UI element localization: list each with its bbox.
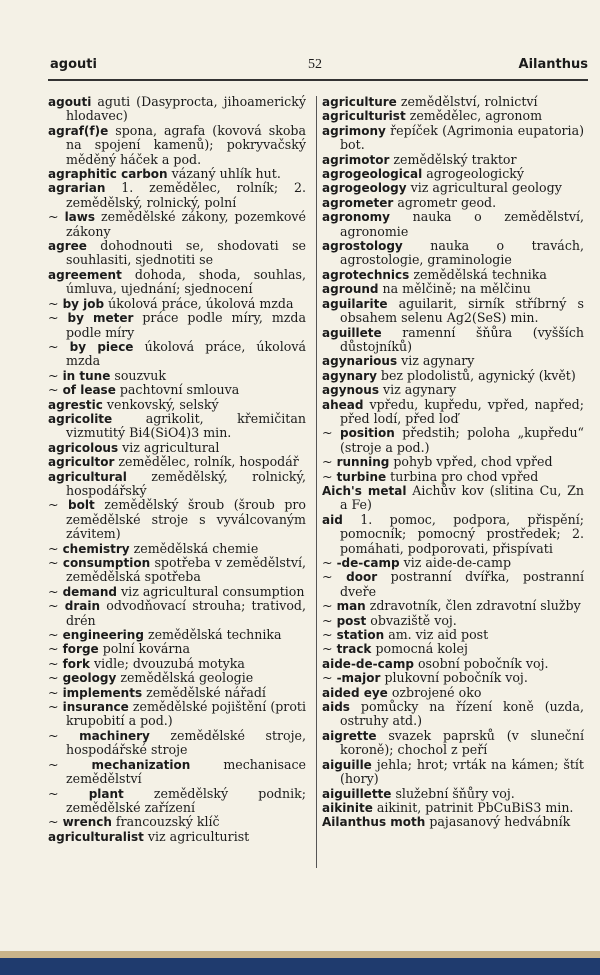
definition: pohyb vpřed, chod vpřed	[393, 454, 553, 470]
headword: agynary	[322, 368, 377, 383]
headword: implements	[62, 685, 143, 700]
headword: ahead	[322, 397, 364, 412]
dictionary-entry	[48, 470, 306, 499]
headword: insurance	[62, 700, 129, 715]
headword: agriculture	[322, 95, 397, 109]
headword: -de-camp	[336, 556, 400, 570]
definition: zemědělská geologie	[120, 670, 254, 686]
dictionary-entry	[322, 484, 584, 513]
tilde-mark: ~	[48, 497, 69, 513]
tilde-mark: ~	[48, 209, 65, 225]
headword: agrimotor	[322, 152, 390, 167]
definition: 1. zemědělec, rolník; 2. zemědělský, rolnický, polní	[66, 180, 306, 210]
guide-word-right: Ailanthus	[518, 57, 588, 72]
dictionary-entry	[322, 239, 584, 268]
tilde-mark: ~	[322, 641, 337, 657]
definition: předstih; poloha „kupředu“ (stroje a pod.)	[340, 425, 584, 455]
dictionary-entry	[322, 196, 584, 210]
definition: zemědělec, rolník, hospodář	[118, 454, 299, 470]
headword: aid	[322, 512, 343, 527]
definition: zemědělská chemie	[133, 540, 259, 556]
dictionary-entry	[322, 124, 584, 153]
headword: wrench	[62, 815, 112, 830]
dictionary-entry	[48, 599, 306, 628]
dictionary-entry	[322, 153, 584, 167]
dictionary-entry	[322, 642, 584, 656]
definition: dohoda, shoda, souhlas, úmluva, ujednání; sjednocení	[66, 266, 306, 297]
definition: viz agricultural geology	[410, 180, 562, 196]
dictionary-entry	[48, 239, 306, 268]
definition: viz agynary	[383, 382, 457, 398]
dictionary-entry	[48, 815, 306, 829]
right-column	[322, 95, 584, 830]
definition: zemědělské pojištění (proti krupobití a pod.)	[66, 699, 306, 729]
headword: fork	[62, 656, 90, 671]
headword: position	[340, 426, 395, 441]
dictionary-entry	[48, 657, 306, 671]
dictionary-entry	[48, 498, 306, 541]
definition: postranní dvířka, postranní dveře	[340, 569, 584, 599]
definition: nauka o travách, agrostologie, graminologie	[340, 238, 584, 268]
left-column	[48, 95, 306, 844]
dictionary-entry	[48, 383, 306, 397]
dictionary-entry	[322, 729, 584, 758]
definition: zemědělský podnik; zemědělské zařízení	[66, 785, 306, 815]
definition: pajasanový hedvábník	[429, 814, 571, 830]
dictionary-entry	[322, 570, 584, 599]
headword: aids	[322, 700, 350, 715]
book-cover-edge	[0, 958, 600, 975]
headword: -major	[336, 671, 381, 686]
definition: na mělčině; na mělčinu	[382, 281, 531, 297]
definition: viz agricultural consumption	[121, 583, 305, 599]
dictionary-entry	[48, 95, 306, 124]
dictionary-entry	[322, 686, 584, 700]
definition: zemědělství, rolnictví	[400, 94, 538, 109]
definition: am. viz aid post	[388, 627, 489, 643]
tilde-mark: ~	[322, 468, 337, 484]
dictionary-entry	[48, 628, 306, 642]
tilde-mark: ~	[48, 814, 63, 830]
headword: by piece	[69, 339, 134, 354]
headword: agrarian	[48, 181, 106, 196]
definition: nauka o zemědělství, agronomie	[340, 209, 584, 239]
headword: agricultural	[48, 469, 127, 484]
tilde-mark: ~	[322, 454, 337, 470]
book-edge-stripe	[0, 951, 600, 958]
dictionary-entry	[322, 95, 584, 109]
headword: running	[336, 455, 390, 470]
definition: agrometr geod.	[397, 194, 497, 210]
dictionary-entry	[322, 628, 584, 642]
tilde-mark: ~	[48, 540, 63, 556]
dictionary-entry	[322, 657, 584, 671]
headword: agronomy	[322, 210, 390, 225]
definition: francouzský klíč	[115, 814, 220, 830]
guide-word-left: agouti	[50, 57, 97, 72]
definition: zemědělské stroje, hospodářské stroje	[66, 727, 306, 758]
tilde-mark: ~	[48, 627, 63, 643]
dictionary-entry	[322, 455, 584, 469]
headword: aiguille	[322, 757, 372, 772]
definition: vpředu, kupředu, vpřed, napřed; před lodí, před loď	[340, 396, 584, 426]
headword: agricolite	[48, 411, 113, 426]
dictionary-entry	[322, 282, 584, 296]
dictionary-entry	[322, 815, 584, 829]
dictionary-entry	[48, 758, 306, 787]
column-divider	[316, 96, 317, 868]
definition: agrikolit, křemičitan vizmutitý Bi4(SiO4)3 min.	[66, 410, 306, 441]
dictionary-entry	[48, 542, 306, 556]
dictionary-entry	[322, 599, 584, 613]
definition: služební šňůry voj.	[395, 785, 515, 801]
headword: in tune	[62, 368, 111, 383]
definition: turbina pro chod vpřed	[390, 468, 539, 484]
headword: agricultor	[48, 455, 115, 470]
dictionary-entry	[48, 686, 306, 700]
definition: mechanisace zemědělství	[66, 756, 306, 787]
dictionary-entry	[48, 830, 306, 844]
headword: agrestic	[48, 397, 103, 412]
definition: zemědělská technika	[413, 266, 547, 282]
definition: viz agricultural	[122, 439, 220, 455]
definition: zemědělec, agronom	[409, 108, 543, 124]
headword: agriculturist	[322, 109, 406, 124]
definition: zemědělské nářadí	[146, 684, 266, 700]
tilde-mark: ~	[322, 569, 347, 585]
headword: aikinite	[322, 800, 373, 815]
dictionary-entry	[322, 787, 584, 801]
dictionary-entry	[48, 167, 306, 181]
definition: zdravotník, člen zdravotní služby	[369, 598, 581, 614]
dictionary-entry	[322, 801, 584, 815]
definition: dohodnouti se, shodovati se souhlasiti, sjednotiti se	[66, 238, 306, 268]
headword: geology	[62, 671, 117, 686]
header-rule	[48, 79, 588, 81]
headword: machinery	[79, 728, 150, 743]
dictionary-entry	[48, 210, 306, 239]
dictionary-entry	[48, 124, 306, 167]
definition: práce podle míry, mzda podle míry	[66, 310, 307, 340]
definition: vázaný uhlík hut.	[171, 166, 281, 182]
dictionary-entry	[48, 787, 306, 816]
tilde-mark: ~	[48, 583, 63, 599]
dictionary-entry	[48, 441, 306, 455]
tilde-mark: ~	[48, 756, 92, 772]
dictionary-entry	[322, 758, 584, 787]
definition: řepíček (Agrimonia eupatoria) bot.	[340, 122, 584, 153]
definition: viz agriculturist	[147, 828, 250, 844]
dictionary-entry	[322, 398, 584, 427]
dictionary-entry	[322, 354, 584, 368]
definition: viz aide-de-camp	[403, 555, 512, 570]
headword: agriculturalist	[48, 829, 144, 844]
headword: station	[336, 628, 385, 643]
headword: by meter	[67, 311, 134, 326]
tilde-mark: ~	[48, 598, 65, 614]
headword: bolt	[68, 498, 95, 513]
definition: Aichův kov (slitina Cu, Zn a Fe)	[340, 482, 584, 513]
dictionary-entry	[322, 671, 584, 685]
definition: pomůcky na řízení koně (uzda, ostruhy atd.)	[340, 699, 584, 729]
headword: aguillete	[322, 325, 382, 340]
headword: aiguillette	[322, 786, 392, 801]
definition: polní kovárna	[102, 641, 190, 657]
dictionary-entry	[48, 398, 306, 412]
dictionary-entry	[322, 210, 584, 239]
definition: odvodňovací strouha; trativod, drén	[66, 598, 306, 628]
page-number: 52	[308, 57, 322, 72]
dictionary-entry	[322, 614, 584, 628]
dictionary-entry	[322, 470, 584, 484]
headword: aigrette	[322, 728, 377, 743]
headword: drain	[64, 599, 101, 614]
definition: 1. pomoc, podpora, přispění; pomocník; pomocný prostředek; 2. pomáhati, podporovati, přispívati	[340, 511, 584, 556]
headword: agynarious	[322, 354, 398, 369]
headword: agrostology	[322, 239, 403, 254]
tilde-mark: ~	[48, 641, 63, 657]
headword: laws	[64, 210, 96, 225]
definition: zemědělský traktor	[393, 151, 517, 167]
tilde-mark: ~	[322, 612, 337, 628]
definition: souzvuk	[114, 367, 167, 383]
dictionary-entry	[322, 383, 584, 397]
definition: ozbrojené oko	[391, 684, 482, 700]
tilde-mark: ~	[322, 598, 337, 614]
dictionary-entry	[322, 556, 584, 570]
definition: jehla; hrot; vrták na kámen; štít (hory)	[340, 756, 584, 787]
dictionary-entry	[48, 455, 306, 469]
tilde-mark: ~	[48, 382, 63, 398]
definition: zemědělská technika	[147, 627, 282, 643]
dictionary-entry	[322, 297, 584, 326]
dictionary-entry	[322, 326, 584, 355]
definition: viz agynary	[401, 353, 475, 369]
definition: plukovní pobočník voj.	[384, 670, 528, 686]
headword: door	[346, 570, 378, 585]
headword: consumption	[62, 556, 151, 570]
tilde-mark: ~	[48, 367, 63, 383]
headword: post	[336, 613, 367, 628]
definition: vidle; dvouzubá motyka	[93, 655, 245, 671]
dictionary-entry	[48, 585, 306, 599]
headword: man	[336, 599, 366, 614]
definition: aguti (Dasyprocta, jihoamerický hlodavec)	[66, 94, 306, 124]
tilde-mark: ~	[48, 338, 70, 354]
headword: agrotechnics	[322, 267, 410, 282]
definition: aikinit, patrinit PbCuBiS3 min.	[376, 799, 574, 815]
tilde-mark: ~	[48, 555, 63, 570]
headword: agrogeological	[322, 167, 423, 182]
dictionary-entry	[48, 181, 306, 210]
headword: agynous	[322, 383, 379, 398]
headword: Aich's metal	[322, 483, 407, 498]
tilde-mark: ~	[48, 699, 63, 715]
definition: spotřeba v zemědělství, zemědělská spotřeba	[66, 555, 306, 585]
headword: of lease	[62, 383, 116, 398]
definition: zemědělský šroub (šroub pro zemědělské stroje s vyválcovaným závitem)	[66, 497, 306, 542]
dictionary-entry	[322, 700, 584, 729]
tilde-mark: ~	[48, 670, 63, 686]
dictionary-entry	[48, 642, 306, 656]
definition: zemědělský, rolnický, hospodářský	[66, 468, 306, 498]
headword: agraphitic carbon	[48, 167, 168, 182]
headword: mechanization	[91, 757, 191, 772]
headword: agraf(f)e	[48, 123, 109, 138]
dictionary-entry	[48, 297, 306, 311]
dictionary-entry	[48, 268, 306, 297]
dictionary-entry	[322, 181, 584, 195]
headword: engineering	[62, 628, 144, 643]
headword: agree	[48, 239, 87, 254]
headword: agrogeology	[322, 181, 407, 196]
tilde-mark: ~	[322, 670, 337, 686]
dictionary-entry	[48, 311, 306, 340]
definition: zemědělské zákony, pozemkové zákony	[66, 209, 306, 239]
headword: aided eye	[322, 685, 388, 700]
headword: by job	[62, 296, 105, 311]
definition: obvaziště voj.	[370, 612, 457, 628]
headword: chemistry	[62, 541, 130, 556]
dictionary-entry	[48, 671, 306, 685]
headword: demand	[62, 584, 118, 599]
definition: spona, agrafa (kovová skoba na spojení kamenů); pokryvačský měděný háček a pod.	[66, 122, 306, 167]
headword: aide-de-camp	[322, 656, 414, 671]
tilde-mark: ~	[48, 727, 80, 743]
dictionary-entry	[48, 412, 306, 441]
headword: agrometer	[322, 195, 394, 210]
definition: ramenní šňůra (vyšších důstojníků)	[340, 324, 584, 354]
definition: svazek paprsků (v sluneční koroně); chochol z peří	[340, 727, 584, 758]
tilde-mark: ~	[322, 425, 341, 441]
definition: aguilarit, sirník stříbrný s obsahem selenu Ag2(SeS) min.	[340, 295, 584, 326]
definition: úkolová práce, úkolová mzda	[108, 295, 294, 311]
tilde-mark: ~	[48, 295, 63, 311]
dictionary-entry	[48, 556, 306, 585]
headword: agrimony	[322, 123, 386, 138]
dictionary-entry	[48, 369, 306, 383]
dictionary-entry	[322, 109, 584, 123]
definition: bez plodolistů, agynický (květ)	[380, 367, 576, 383]
dictionary-entry	[48, 700, 306, 729]
definition: agrogeologický	[426, 166, 525, 182]
dictionary-entry	[322, 513, 584, 556]
headword: Ailanthus moth	[322, 815, 426, 830]
definition: venkovský, selský	[106, 396, 219, 412]
headword: plant	[88, 786, 124, 801]
tilde-mark: ~	[48, 785, 89, 801]
definition: osobní pobočník voj.	[417, 655, 549, 671]
headword: agricolous	[48, 440, 119, 455]
tilde-mark: ~	[48, 684, 63, 700]
dictionary-entry	[322, 369, 584, 383]
tilde-mark: ~	[322, 555, 337, 570]
headword: aground	[322, 282, 379, 297]
tilde-mark: ~	[48, 655, 63, 671]
tilde-mark: ~	[322, 627, 337, 643]
headword: turbine	[336, 469, 387, 484]
dictionary-entry	[48, 340, 306, 369]
dictionary-entry	[322, 268, 584, 282]
headword: agreement	[48, 267, 122, 282]
definition: pachtovní smlouva	[119, 382, 240, 398]
definition: úkolová práce, úkolová mzda	[66, 338, 306, 369]
dictionary-entry	[322, 426, 584, 455]
tilde-mark: ~	[48, 310, 68, 326]
headword: track	[336, 642, 372, 657]
headword: forge	[62, 642, 99, 657]
headword: aguilarite	[322, 296, 388, 311]
dictionary-entry	[48, 729, 306, 758]
dictionary-entry	[322, 167, 584, 181]
definition: pomocná kolej	[375, 641, 468, 657]
headword: agouti	[48, 95, 92, 109]
